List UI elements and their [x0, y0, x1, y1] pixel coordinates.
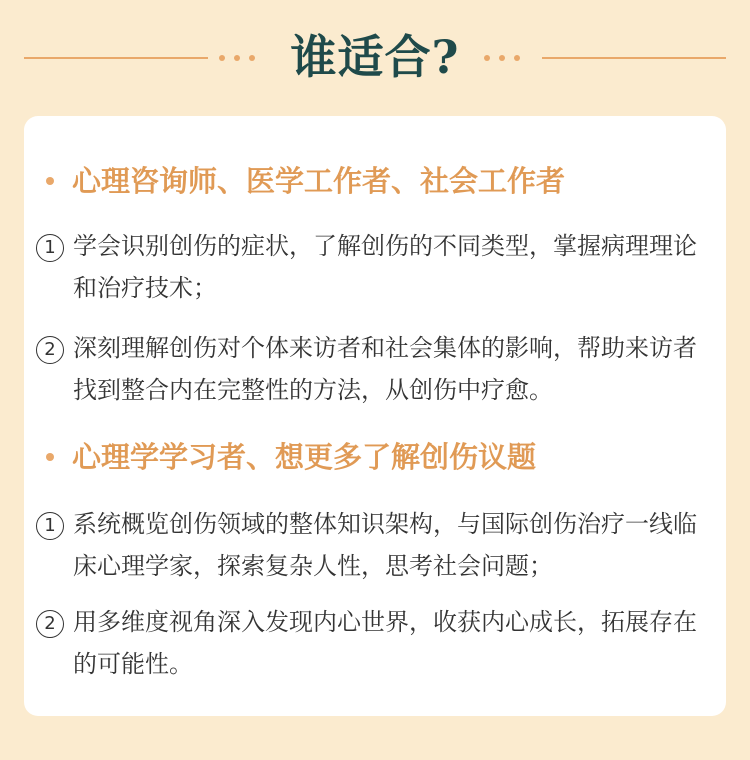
page-title: 谁适合?: [290, 30, 460, 84]
bullet-dot-icon: [46, 177, 54, 185]
dot-icon: [499, 55, 505, 61]
section-learners: [24, 434, 726, 480]
list-item-text: 学会识别创伤的症状，了解创伤的不同类型，掌握病理理论和治疗技术；: [73, 232, 697, 302]
header-right-dots: [484, 52, 520, 64]
section-title: 心理咨询师、医学工作者、社会工作者: [72, 164, 566, 198]
section-professionals: [24, 158, 726, 204]
dot-icon: [484, 55, 490, 61]
page-header: [0, 22, 750, 92]
circled-number-icon: 2: [36, 610, 64, 638]
list-item-text: 系统概览创伤领域的整体知识架构，与国际创伤治疗一线临床心理学家，探索复杂人性，思考社会问题；: [73, 510, 697, 580]
section-heading: [24, 434, 726, 480]
circled-number-icon: 1: [36, 512, 64, 540]
list-item-text: 深刻理解创伤对个体来访者和社会集体的影响，帮助来访者找到整合内在完整性的方法，从创伤中疗愈。: [73, 334, 697, 404]
list-item-text: 用多维度视角深入发现内心世界，收获内心成长，拓展存在的可能性。: [73, 608, 697, 678]
circled-number-icon: 1: [36, 234, 64, 262]
section-title: 心理学学习者、想更多了解创伤议题: [72, 440, 537, 474]
header-right-rule: [542, 57, 726, 59]
dot-icon: [514, 55, 520, 61]
section-heading: [24, 158, 726, 204]
audience-card: [24, 116, 726, 716]
bullet-dot-icon: [46, 453, 54, 461]
circled-number-icon: 2: [36, 336, 64, 364]
